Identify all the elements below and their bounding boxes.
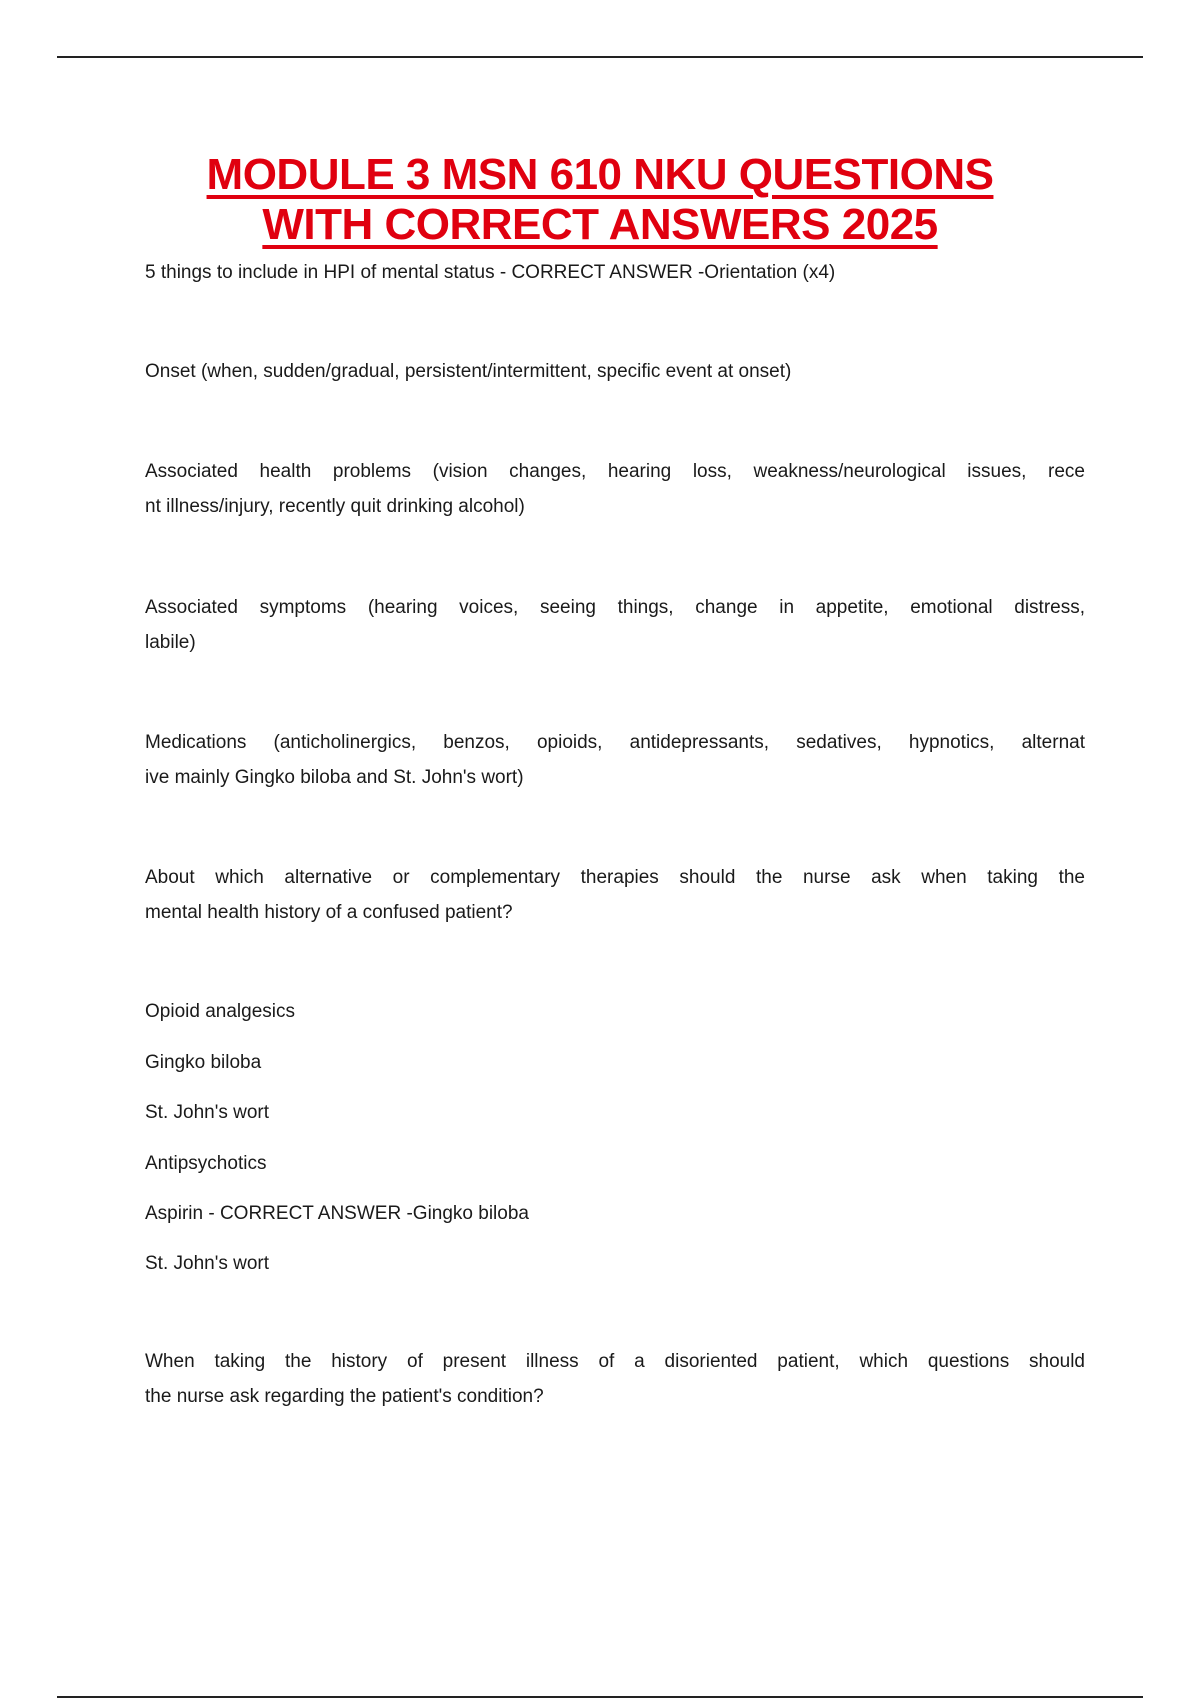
paragraph: [145, 1196, 1085, 1231]
text-line: St. John's wort: [145, 1102, 270, 1123]
text-line: 5 things to include in HPI of mental status - CORRECT ANSWER -Orientation (x4): [145, 262, 836, 283]
text-line: Aspirin - CORRECT ANSWER -Gingko biloba: [145, 1203, 529, 1224]
title-line-1: MODULE 3 MSN 610 NKU QUESTIONS: [206, 150, 994, 199]
text-line: Antipsychotics: [145, 1153, 267, 1174]
text-line: ive mainly Gingko biloba and St. John's wort): [145, 767, 524, 788]
text-line: Gingko biloba: [145, 1052, 262, 1073]
text-line: labile): [145, 632, 196, 653]
document-title: [0, 150, 1200, 250]
text-line: St. John's wort: [145, 1253, 270, 1274]
text-line: Onset (when, sudden/gradual, persistent/intermittent, specific event at onset): [145, 361, 792, 382]
text-line: Associated health problems (vision changes, hearing loss, weakness/neurological issues, rece: [145, 461, 1085, 482]
paragraph: [145, 725, 1085, 795]
text-line: Associated symptoms (hearing voices, seeing things, change in appetite, emotional distress,: [145, 597, 1085, 618]
paragraph: [145, 1146, 1085, 1181]
text-line: mental health history of a confused patient?: [145, 902, 513, 923]
paragraph: [145, 1045, 1085, 1080]
text-line: the nurse ask regarding the patient's condition?: [145, 1386, 544, 1407]
footer-rule: [57, 1696, 1143, 1698]
paragraph: [145, 1095, 1085, 1130]
paragraph: [145, 590, 1085, 660]
text-line: About which alternative or complementary therapies should the nurse ask when taking the: [145, 867, 1085, 888]
text-line: Medications (anticholinergics, benzos, opioids, antidepressants, sedatives, hypnotics, alternat: [145, 732, 1085, 753]
paragraph: [145, 255, 1085, 290]
paragraph: [145, 994, 1085, 1029]
header-rule: [57, 56, 1143, 58]
text-line: nt illness/injury, recently quit drinking alcohol): [145, 496, 525, 517]
text-line: Opioid analgesics: [145, 1001, 295, 1022]
title-line-2: WITH CORRECT ANSWERS 2025: [262, 200, 938, 249]
paragraph: [145, 1246, 1085, 1281]
paragraph: [145, 454, 1085, 524]
paragraph: [145, 1344, 1085, 1414]
paragraph: [145, 860, 1085, 930]
text-line: When taking the history of present illness of a disoriented patient, which questions should: [145, 1351, 1085, 1372]
paragraph: [145, 354, 1085, 389]
